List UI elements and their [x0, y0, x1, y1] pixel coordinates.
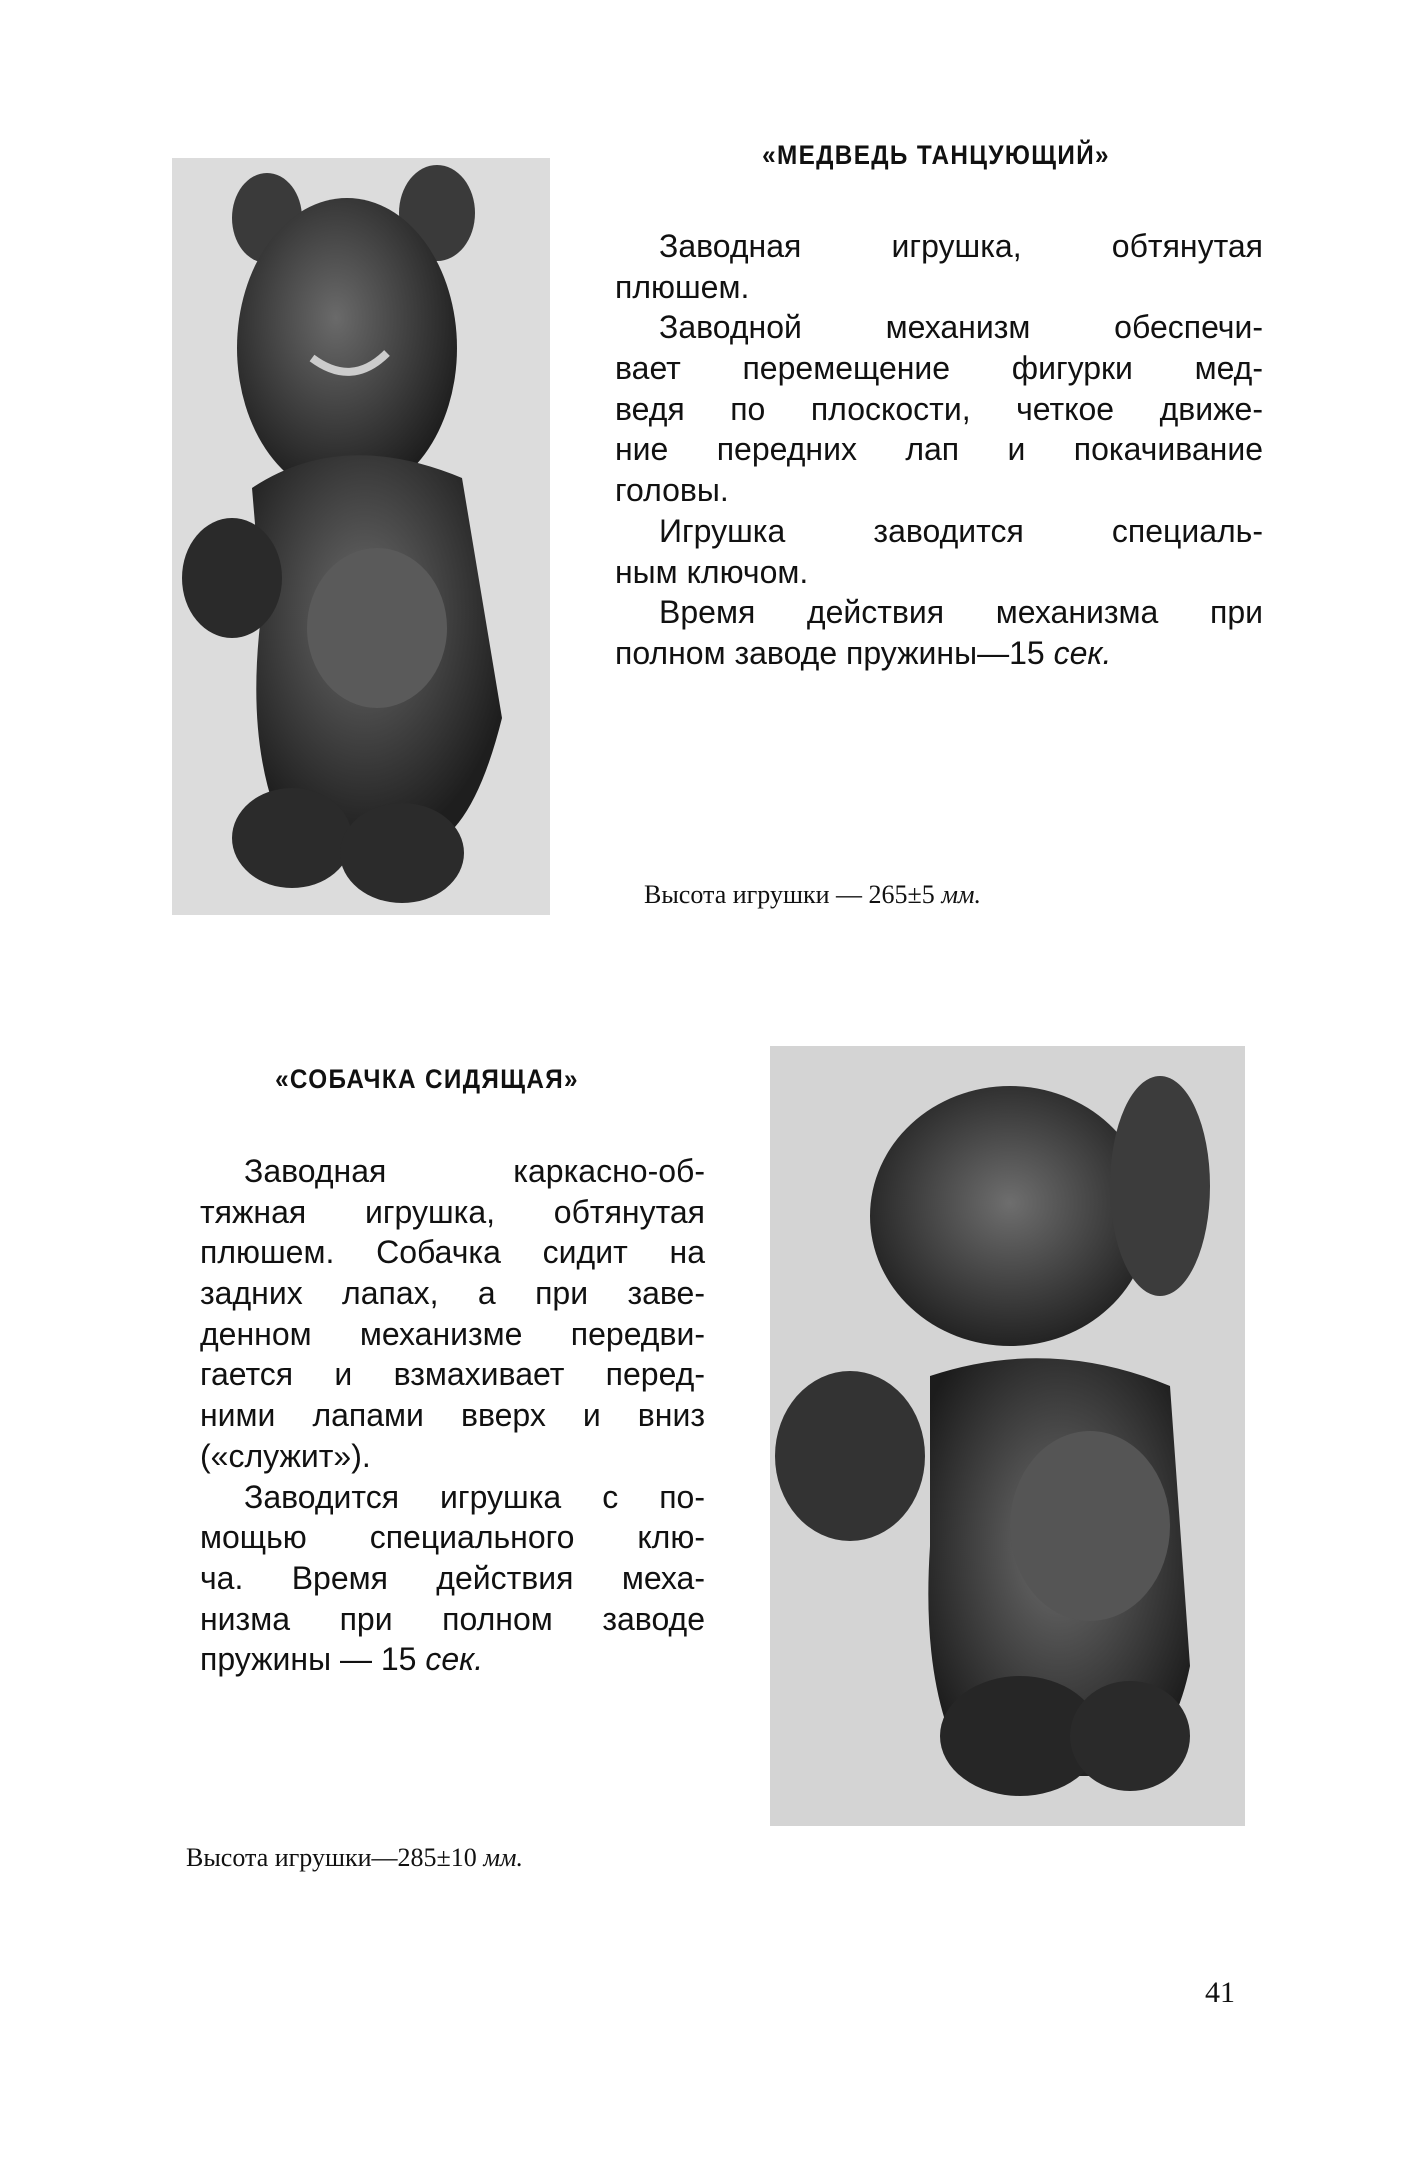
bear-title: «МЕДВЕДЬ ТАНЦУЮЩИЙ» [762, 140, 1110, 170]
caption-text: Высота игрушки—285±10 [186, 1843, 477, 1872]
height-unit: мм. [483, 1843, 523, 1872]
text-line: низма при полном заводе [200, 1600, 705, 1637]
text-line: Время действия механизма при [659, 594, 1263, 631]
text-line [200, 1639, 705, 1680]
text-line: Заводная игрушка, обтянутая [659, 228, 1263, 264]
text-line: плюшем. Собачка сидит на [200, 1234, 705, 1271]
text-line: мощью специального клю- [200, 1519, 705, 1556]
bear-toy-photo [172, 158, 550, 915]
dog-title: «СОБАЧКА СИДЯЩАЯ» [275, 1064, 579, 1094]
text-line: гается и взмахивает перед- [200, 1356, 705, 1393]
page-number: 41 [1205, 1976, 1235, 2009]
text-fragment: полном заводе пружины—15 [615, 634, 1045, 671]
text-line: вает перемещение фигурки мед- [615, 350, 1263, 387]
time-unit: сек. [1053, 634, 1112, 671]
text-line: задних лапах, а при заве- [200, 1275, 705, 1312]
text-line: Заводной механизм обеспечи- [659, 309, 1263, 346]
bear-description [615, 226, 1263, 674]
dog-toy-photo [770, 1046, 1245, 1826]
text-line: плюшем. [615, 268, 750, 305]
text-line: Игрушка заводится специаль- [659, 512, 1263, 549]
time-unit: сек. [425, 1641, 484, 1678]
text-line [615, 633, 1263, 674]
text-fragment: пружины — 15 [200, 1641, 417, 1678]
text-line: ча. Время действия меха- [200, 1559, 705, 1596]
dog-description [200, 1151, 705, 1680]
text-line: Заводится игрушка с по- [244, 1478, 705, 1515]
text-line: тяжная игрушка, обтянутая [200, 1193, 705, 1230]
text-line: денном механизме передви- [200, 1315, 705, 1352]
caption-text: Высота игрушки — 265±5 [644, 880, 935, 909]
text-line: Заводная каркасно-об- [244, 1153, 705, 1189]
text-line: ведя по плоскости, четкое движе- [615, 390, 1263, 427]
text-line: («служит»). [200, 1437, 371, 1474]
text-line: ние передних лап и покачивание [615, 431, 1263, 468]
dog-height-caption [186, 1843, 523, 1873]
text-line: ным ключом. [615, 553, 809, 590]
text-line: ними лапами вверх и вниз [200, 1397, 705, 1434]
height-unit: мм. [941, 880, 981, 909]
text-line: головы. [615, 472, 729, 509]
bear-height-caption [644, 880, 981, 910]
